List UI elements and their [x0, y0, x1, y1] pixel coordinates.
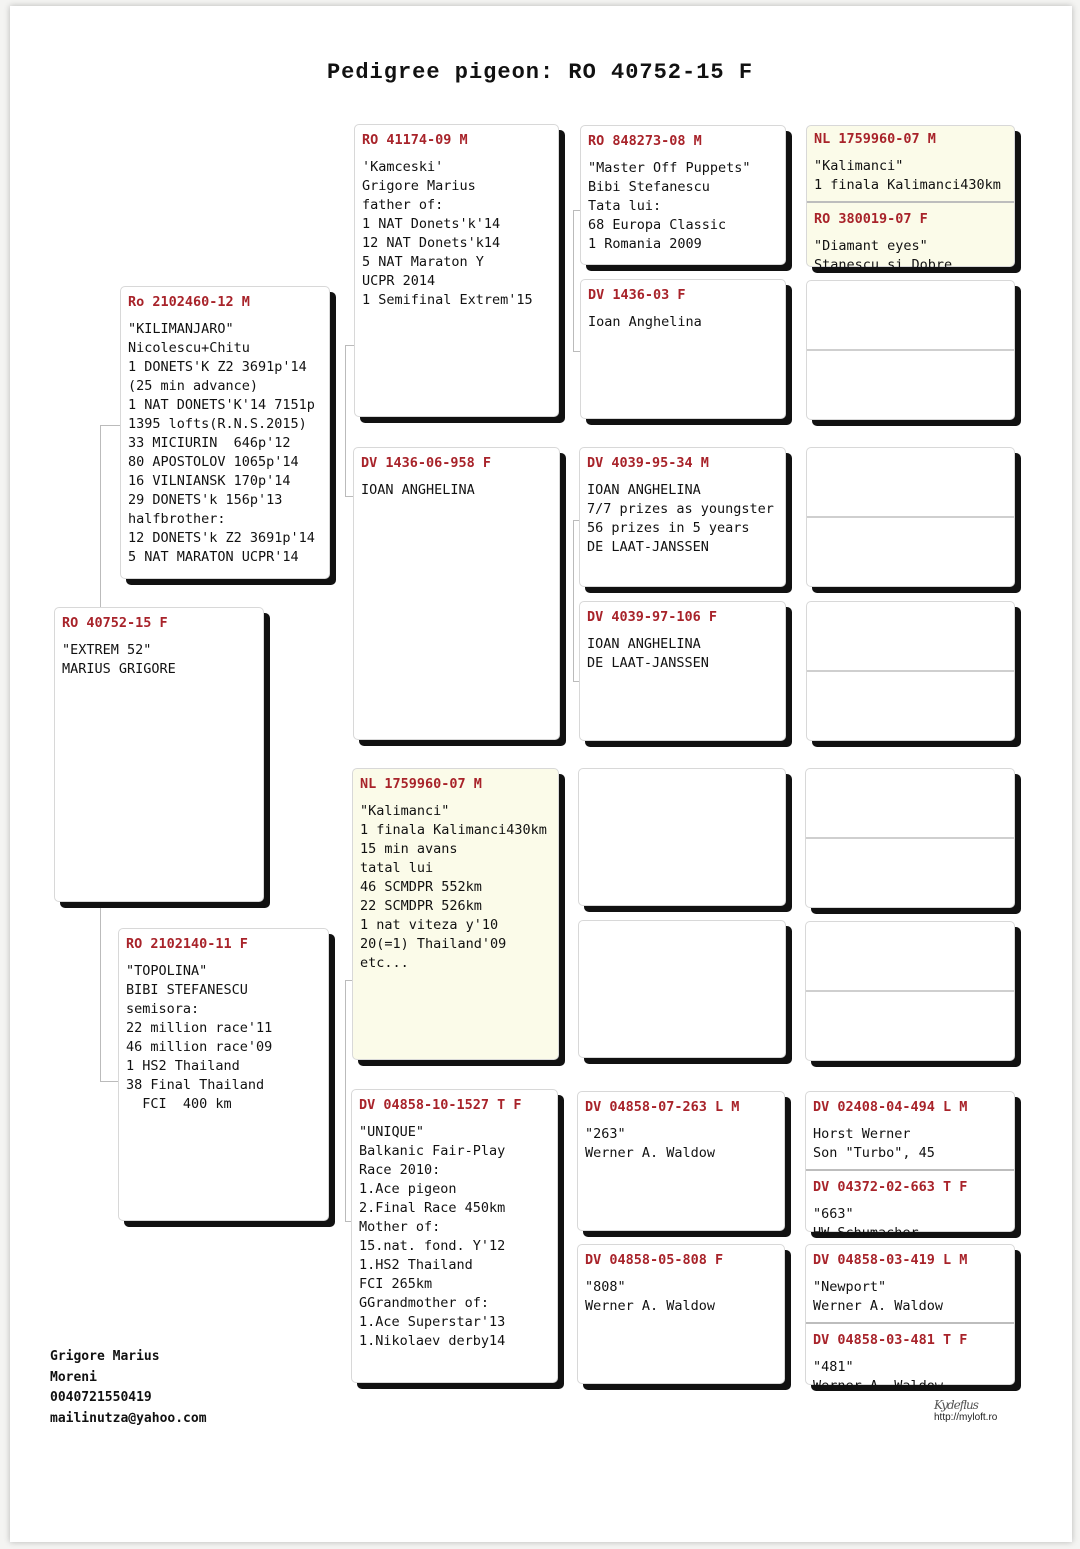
signature-block: [934, 1398, 997, 1423]
pigeon-info-line: 38 Final Thailand: [126, 1077, 265, 1093]
breeder-name: Grigore Marius: [50, 1349, 160, 1364]
pigeon-card-sd[interactable]: [353, 447, 560, 740]
pigeon-card-dam[interactable]: [118, 928, 329, 1221]
pigeon-info-line: 22 million race'11: [126, 1020, 273, 1036]
pigeon-info-line: 68 Europa Classic: [588, 217, 727, 233]
pigeon-info-line: DE LAAT-JANSSEN: [587, 655, 709, 671]
pigeon-info-line: Stanescu si Dobre: [814, 257, 953, 273]
footer-url[interactable]: http://myloft.ro: [934, 1412, 998, 1423]
ring-number: DV 02408-04-494 L M: [813, 1099, 968, 1115]
pigeon-info-line: BIBI STEFANESCU: [126, 982, 248, 998]
pigeon-info-line: 1.HS2 Thailand: [359, 1257, 473, 1273]
card-divider: [806, 1169, 1014, 1171]
pigeon-card-ddds-dddd[interactable]: [805, 1244, 1015, 1394]
pigeon-card-ddss-ddsd[interactable]: [805, 1091, 1015, 1241]
pigeon-info-line: Son "Turbo", 45: [813, 1145, 935, 1161]
breeder-contact: [50, 1347, 207, 1429]
pigeon-info-line: "TOPOLINA": [126, 963, 208, 979]
ring-number: RO 2102140-11 F: [126, 936, 248, 952]
pigeon-info-line: "Diamant eyes": [814, 238, 928, 254]
pigeon-info-line: 29 DONETS'k 156p'13: [128, 492, 283, 508]
pigeon-card-ssd[interactable]: [580, 279, 786, 419]
pigeon-info-line: FCI 265km: [359, 1276, 433, 1292]
pigeon-card-ssss-sssd[interactable]: [806, 125, 1015, 273]
pigeon-info-line: Bibi Stefanescu: [588, 179, 710, 195]
pigeon-card-dss-empty: [578, 768, 786, 906]
pigeon-info-line: "808": [585, 1279, 626, 1295]
pigeon-info-line: 46 million race'09: [126, 1039, 273, 1055]
pigeon-info-line: IOAN ANGHELINA: [587, 636, 701, 652]
pigeon-info-line: etc...: [360, 955, 409, 971]
pigeon-info-line: Werner A. Waldow: [813, 1378, 944, 1394]
pigeon-info-line: "663": [813, 1206, 854, 1222]
pigeon-info-line: 1 NAT DONETS'K'14 7151p: [128, 397, 315, 413]
pigeon-info-line: UCPR 2014: [362, 273, 436, 289]
pigeon-info-line: 1.Nikolaev derby14: [359, 1333, 506, 1349]
pigeon-info-line: semisora:: [126, 1001, 200, 1017]
pigeon-card-ddd[interactable]: [577, 1244, 785, 1384]
pigeon-info-line: 1 Semifinal Extrem'15: [362, 292, 533, 308]
pigeon-card-sds-parents-empty: [806, 447, 1015, 587]
pigeon-info-line: 22 SCMDPR 526km: [360, 898, 482, 914]
pigeon-info-line: Ioan Anghelina: [588, 314, 702, 330]
ring-number: DV 1436-03 F: [588, 287, 686, 303]
ring-number: RO 41174-09 M: [362, 132, 468, 148]
pigeon-info-line: 5 NAT MARATON UCPR'14: [128, 549, 299, 565]
pigeon-info-line: "KILIMANJARO": [128, 321, 234, 337]
pigeon-info-line: 12 DONETS'k Z2 3691p'14: [128, 530, 315, 546]
pigeon-card-dss-parents-empty: [805, 768, 1015, 908]
pigeon-card-sdd-parents-empty: [806, 601, 1015, 741]
ring-number: NL 1759960-07 M: [360, 776, 482, 792]
pigeon-info-line: 33 MICIURIN 646p'12: [128, 435, 291, 451]
ring-number: NL 1759960-07 M: [814, 131, 936, 147]
pigeon-info-line: 2.Final Race 450km: [359, 1200, 506, 1216]
pigeon-card-dd[interactable]: [351, 1089, 558, 1383]
ring-number: RO 380019-07 F: [814, 211, 928, 227]
pigeon-info-line: 1 HS2 Thailand: [126, 1058, 240, 1074]
pigeon-info-line: Grigore Marius: [362, 178, 476, 194]
pigeon-info-line: 80 APOSTOLOV 1065p'14: [128, 454, 299, 470]
pigeon-info-line: Tata lui:: [588, 198, 662, 214]
ring-number: RO 848273-08 M: [588, 133, 702, 149]
pigeon-info-line: "Kalimanci": [814, 158, 904, 174]
pigeon-info-line: 15 min avans: [360, 841, 458, 857]
pigeon-info-line: HW Schumacher: [813, 1225, 919, 1241]
pigeon-info-line: "UNIQUE": [359, 1124, 425, 1140]
pigeon-card-sire[interactable]: [120, 286, 330, 579]
pigeon-info-line: Nicolescu+Chitu: [128, 340, 250, 356]
ring-number: DV 04858-03-419 L M: [813, 1252, 968, 1268]
pigeon-info-line: 15.nat. fond. Y'12: [359, 1238, 506, 1254]
breeder-phone: 0040721550419: [50, 1390, 152, 1405]
pigeon-info-line: 20(=1) Thailand'09: [360, 936, 507, 952]
page-title: Pedigree pigeon: RO 40752-15 F: [326, 60, 754, 85]
pigeon-info-line: "263": [585, 1126, 626, 1142]
pigeon-info-line: 1 nat viteza y'10: [360, 917, 499, 933]
pigeon-card-ssd-parents-empty: [806, 280, 1015, 420]
pigeon-info-line: 16 VILNIANSK 170p'14: [128, 473, 291, 489]
pigeon-info-line: (25 min advance): [128, 378, 259, 394]
pigeon-info-line: 56 prizes in 5 years: [587, 520, 750, 536]
pigeon-info-line: FCI 400 km: [126, 1096, 232, 1112]
pigeon-card-ds[interactable]: [352, 768, 559, 1060]
ring-number: DV 4039-97-106 F: [587, 609, 718, 625]
ring-number: DV 04858-05-808 F: [585, 1252, 724, 1268]
pigeon-info-line: 1 DONETS'K Z2 3691p'14: [128, 359, 307, 375]
pigeon-card-dsd-empty: [578, 920, 786, 1058]
ring-number: Ro 2102460-12 M: [128, 294, 250, 310]
pigeon-info-line: Werner A. Waldow: [813, 1298, 944, 1314]
pigeon-info-line: halfbrother:: [128, 511, 226, 527]
ring-number: DV 04858-07-263 L M: [585, 1099, 740, 1115]
pigeon-info-line: 1 finala Kalimanci430km: [360, 822, 547, 838]
pigeon-info-line: father of:: [362, 197, 444, 213]
pigeon-info-line: Werner A. Waldow: [585, 1298, 716, 1314]
pigeon-info-line: DE LAAT-JANSSEN: [587, 539, 709, 555]
pigeon-info-line: 46 SCMDPR 552km: [360, 879, 482, 895]
pigeon-card-dsd-parents-empty: [805, 921, 1015, 1061]
pigeon-info-line: 1 Romania 2009: [588, 236, 702, 252]
ring-number: DV 1436-06-958 F: [361, 455, 492, 471]
pigeon-info-line: "Master Off Puppets": [588, 160, 751, 176]
pigeon-info-line: GGrandmother of:: [359, 1295, 490, 1311]
pigeon-info-line: MARIUS GRIGORE: [62, 661, 176, 677]
breeder-place: Moreni: [50, 1369, 97, 1385]
pigeon-card-sds[interactable]: [579, 447, 786, 587]
pigeon-card-sdd[interactable]: [579, 601, 786, 741]
pigeon-info-line: IOAN ANGHELINA: [587, 482, 701, 498]
breeder-email[interactable]: mailinutza@yahoo.com: [50, 1410, 207, 1426]
pigeon-info-line: 1395 lofts(R.N.S.2015): [128, 416, 307, 432]
pigeon-info-line: 1 NAT Donets'k'14: [362, 216, 501, 232]
pigeon-info-line: "Newport": [813, 1279, 887, 1295]
pigeon-info-line: Race 2010:: [359, 1162, 441, 1178]
ring-number: DV 4039-95-34 M: [587, 455, 709, 471]
pigeon-info-line: Werner A. Waldow: [585, 1145, 716, 1161]
pigeon-info-line: "Kalimanci": [360, 803, 450, 819]
ring-number: DV 04858-10-1527 T F: [359, 1097, 522, 1113]
pigeon-info-line: 1.Ace Superstar'13: [359, 1314, 506, 1330]
pigeon-info-line: Horst Werner: [813, 1126, 911, 1142]
pigeon-info-line: Mother of:: [359, 1219, 441, 1235]
pigeon-info-line: tatal lui: [360, 860, 434, 876]
pigeon-info-line: 'Kamceski': [362, 159, 444, 175]
pigeon-card-sss[interactable]: [580, 125, 786, 265]
pigeon-info-line: Balkanic Fair-Play: [359, 1143, 506, 1159]
pigeon-info-line: IOAN ANGHELINA: [361, 482, 475, 498]
pigeon-info-line: "EXTREM 52": [62, 642, 152, 658]
pigeon-info-line: 7/7 prizes as youngster: [587, 501, 774, 517]
pigeon-info-line: 5 NAT Maraton Y: [362, 254, 484, 270]
card-divider: [806, 1322, 1014, 1324]
signature: Kydeflus: [934, 1398, 978, 1412]
pigeon-card-ss[interactable]: [354, 124, 559, 417]
pigeon-card-dds[interactable]: [577, 1091, 785, 1231]
pigeon-info-line: 1 finala Kalimanci430km: [814, 177, 1001, 193]
pigeon-info-line: 1.Ace pigeon: [359, 1181, 457, 1197]
card-divider: [807, 201, 1014, 203]
pigeon-info-line: "481": [813, 1359, 854, 1375]
pigeon-info-line: 12 NAT Donets'k14: [362, 235, 501, 251]
pigeon-card-subject[interactable]: [54, 607, 264, 902]
ring-number: RO 40752-15 F: [62, 615, 168, 631]
ring-number: DV 04858-03-481 T F: [813, 1332, 968, 1348]
ring-number: DV 04372-02-663 T F: [813, 1179, 968, 1195]
